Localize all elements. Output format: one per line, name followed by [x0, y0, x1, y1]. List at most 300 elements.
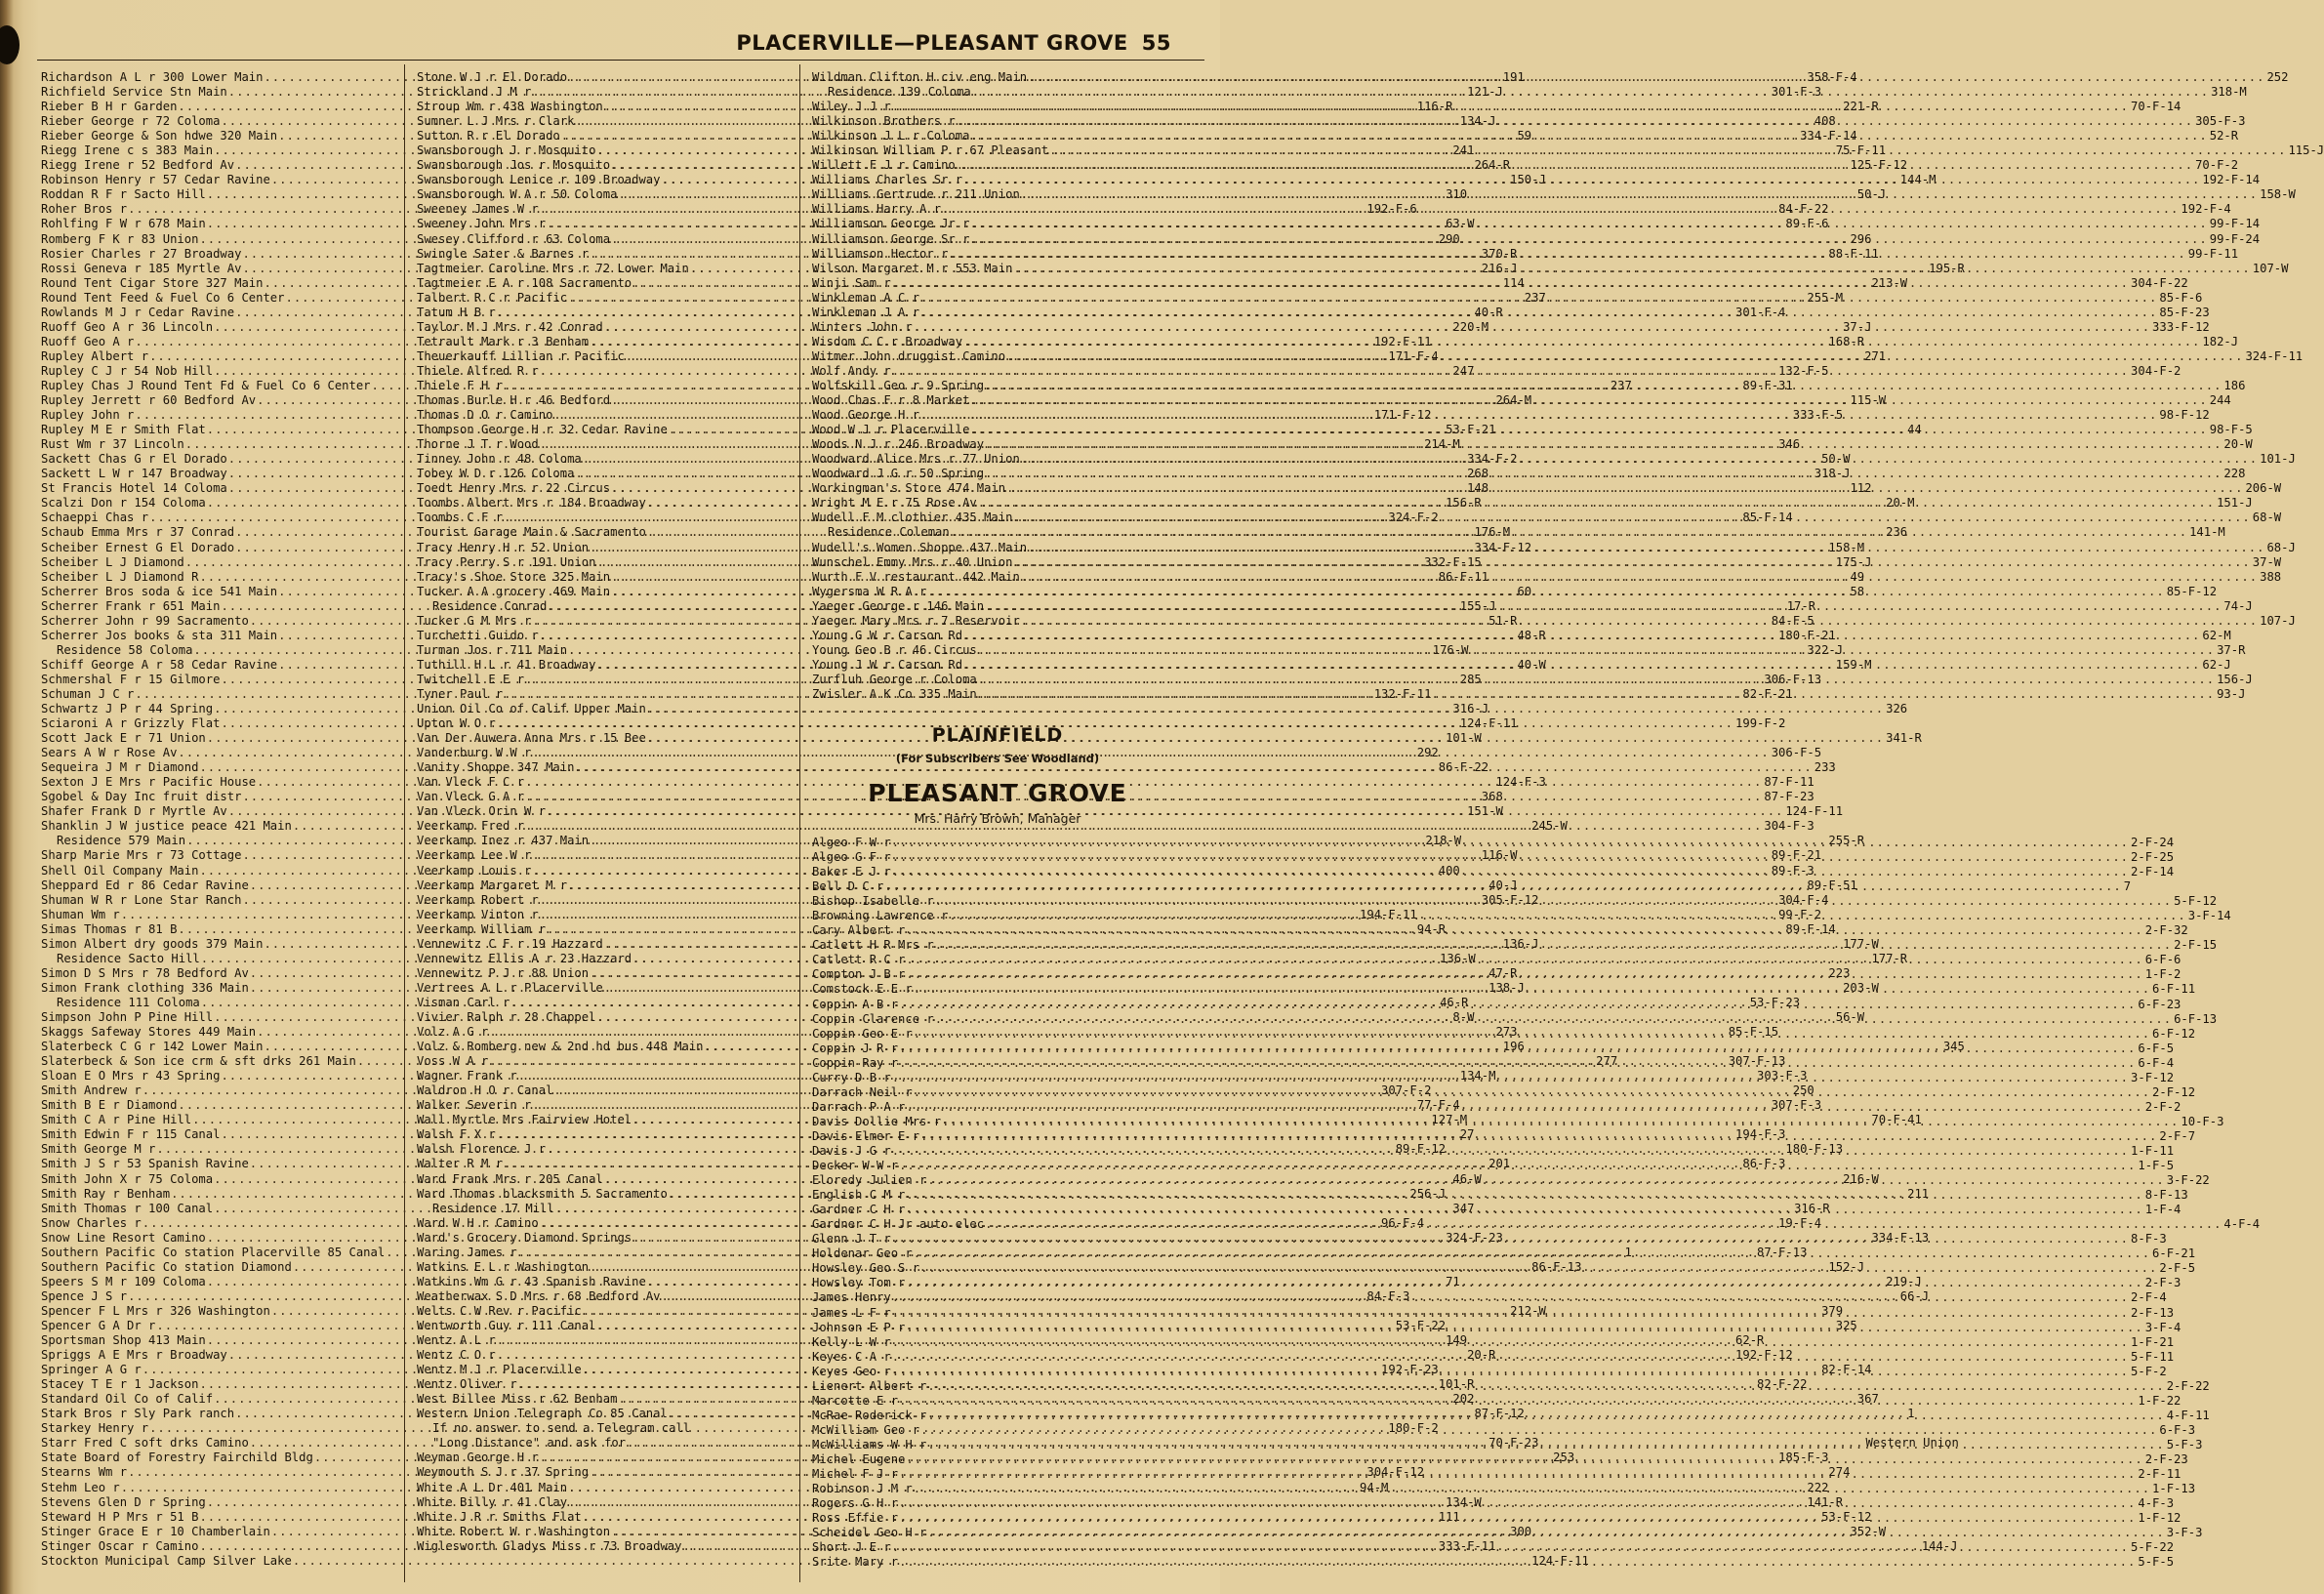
listing-phone-number: 5-F-5 [2138, 1555, 2175, 1570]
listing-phone-number: 134-M [1459, 1069, 1496, 1083]
listing-name: Thomas Burle H r 46 Bedford [417, 393, 611, 408]
listing-name: Simpson John P Pine Hill [41, 1010, 214, 1024]
listing-name: Stacey T E r 1 Jackson [41, 1377, 199, 1392]
listing-name: Spence J S r [41, 1288, 128, 1303]
leader-dots [899, 1496, 2136, 1511]
listing-phone-number: 236 [1886, 525, 1908, 540]
listing-phone-number: 341-R [1886, 731, 1922, 746]
listing-phone-number: 124-F-11 [1459, 716, 1518, 731]
listing-phone-number: 99-F-2 [1778, 907, 1822, 921]
listing-phone-number: 144-M [1899, 173, 1937, 187]
listing-name: Ward Thomas blacksmith 5 Sacramento [417, 1186, 668, 1201]
listing-phone-number: 2-F-7 [2159, 1128, 2196, 1143]
listing-phone-number: 1-F-12 [2138, 1511, 2181, 1526]
listing-phone-number: 1-F-21 [2131, 1334, 2175, 1349]
listing-name: Winters John r [812, 319, 913, 334]
listing-phone-number: 141-M [2189, 525, 2225, 540]
listing-phone-number: 4-F-4 [2223, 1217, 2261, 1232]
listing-name: Gardner C H Jr auto elec [812, 1217, 985, 1232]
leader-dots [892, 1540, 2129, 1555]
listing-phone-number: 148 [1467, 481, 1489, 496]
listing-name: Johnson E P r [812, 1320, 906, 1334]
listing-phone-number: 50-J [1856, 187, 1887, 202]
listing-name: Swansborough W A r 50 Coloma [417, 187, 618, 202]
listing-name: Weatherwax S D Mrs r 68 Bedford Av [417, 1288, 661, 1303]
listing-name: Comstock E E r [812, 982, 913, 997]
listing-phone-number: 199-F-2 [1735, 716, 1786, 731]
listing-name: Wygersma W R A r [812, 584, 927, 598]
listing-phone-number: 307-F-2 [1381, 1083, 1432, 1098]
listing-name: Vertrees A L r Placerville [417, 980, 603, 995]
listing-name: Rupley M E r Smith Flat [41, 423, 206, 437]
listing-name: Simas Thomas r 81 B [41, 921, 178, 936]
leader-dots [985, 1217, 2222, 1232]
page-number: 55 [1141, 31, 1171, 55]
listing-phone-number: 180-F-2 [1388, 1421, 1439, 1436]
listing-name: Davis Dollie Mrs r [812, 1114, 942, 1128]
listing-phone-number: 155-J [1459, 598, 1496, 613]
listing-name: Ward's Grocery Diamond Springs [417, 1230, 632, 1245]
leader-dots [906, 1276, 2142, 1290]
listing-phone-number: 255-R [1828, 834, 1865, 848]
leader-dots [978, 687, 2215, 702]
listing-name: Catlett R C r [812, 953, 906, 967]
listing-phone-number: 68-J [2266, 540, 2296, 554]
listing-phone-number: 150-J [1510, 173, 1546, 187]
listing-name: Sloan E O Mrs r 43 Spring [41, 1069, 221, 1083]
listing-name: Tagtmeier Caroline Mrs r 72 Lower Main [417, 261, 689, 275]
listing-phone-number: 318-M [2211, 85, 2247, 100]
listing-phone-number: 214-M [1424, 437, 1460, 452]
listing-name: Tinney John r 48 Coloma [417, 452, 582, 467]
listing-name: Zwisler A K Co 335 Main [812, 686, 977, 701]
listing-phone-number: 1 [1624, 1245, 1632, 1259]
listing-name: Keyes C A r [812, 1349, 891, 1364]
listing-name: Wiglesworth Gladys Miss r 73 Broadway [417, 1538, 682, 1553]
listing-phone-number: 124-F-11 [1531, 1553, 1589, 1568]
listing-phone-number: 1-F-5 [2138, 1159, 2175, 1173]
listing-phone-number: 87-F-11 [1764, 775, 1814, 790]
listing-phone-number: 168-R [1828, 334, 1865, 348]
listing-name: Rupley Chas J Round Tent Fd & Fuel Co 6 Center [41, 378, 371, 392]
listing-phone-number: 68-W [2252, 511, 2282, 525]
leader-dots [899, 1042, 2136, 1056]
listing-phone-number: 367 [1856, 1392, 1879, 1407]
leader-dots [892, 850, 2129, 865]
leader-dots [906, 1452, 2142, 1467]
listing-phone-number: 408 [1814, 114, 1836, 129]
listing-name: Van Vleck F C r [417, 775, 525, 790]
listing-name: Walter R M r [417, 1157, 504, 1171]
leader-dots [978, 643, 2215, 658]
listing-phone-number: 2-F-32 [2144, 923, 2188, 938]
listing-phone-number: 388 [2260, 569, 2282, 584]
listing-phone-number: 333-F-5 [1792, 408, 1844, 423]
listing-phone-number: 51-R [1488, 613, 1518, 628]
leader-dots [927, 1438, 2164, 1452]
listing-name: Swingle Sater & Barnes r [417, 246, 590, 261]
leader-dots [884, 879, 2121, 894]
listing-phone-number: 86-F-22 [1438, 760, 1489, 775]
listing-phone-number: 114 [1502, 275, 1525, 290]
listing-name: Eloredy Julien r [812, 1173, 927, 1188]
listing-phone-number: 333-F-12 [2152, 319, 2210, 334]
listing-phone-number: 46-R [1440, 995, 1469, 1009]
leader-dots [906, 1318, 2142, 1335]
listing-phone-number: 271 [1864, 348, 1887, 363]
listing-phone-number: 124-F-3 [1495, 775, 1546, 790]
listing-name: Walsh Florence J r [417, 1142, 547, 1157]
listing-name: Stinger Grace E r 10 Chamberlain [41, 1524, 270, 1538]
leader-dots [972, 85, 2209, 100]
listing-phone-number: 94-R [1416, 921, 1447, 936]
listing-name: Veerkamp Lee W r [417, 848, 532, 863]
listing-name: Woods N J r 246 Broadway [812, 437, 985, 452]
leader-dots [892, 1071, 2129, 1085]
listing-name: Residence 58 Coloma [57, 642, 193, 657]
listing-phone-number: 3-F-12 [2131, 1070, 2175, 1084]
listing-name: Richardson A L r 300 Lower Main [41, 70, 264, 84]
listing-name: Southern Pacific Co station Diamond [41, 1259, 292, 1274]
listing-phone-number: 40-W [1517, 657, 1546, 672]
listing-phone-number: 44 [1907, 423, 1922, 437]
listing-name: Watkins E L r Washington [417, 1259, 590, 1274]
listing-name: Schaub Emma Mrs r 37 Conrad [41, 525, 235, 540]
listing-phone-number: 99-F-11 [2187, 246, 2239, 261]
listing-phone-number: 4-F-3 [2138, 1496, 2175, 1511]
listing-phone-number: 304-F-22 [2131, 275, 2188, 290]
listing-phone-number: 2-F-4 [2131, 1290, 2167, 1305]
listing-phone-number: 192-F-14 [2202, 173, 2261, 187]
listing-name: Smith George M r [41, 1142, 156, 1157]
listing-name: Smith B E r Diamond [41, 1098, 178, 1113]
listing-phone-number: 1-F-4 [2144, 1203, 2181, 1217]
listing-phone-number: 6-F-6 [2144, 953, 2181, 967]
listing-name: Veerkamp Louis r [417, 863, 532, 878]
listing-name: White Robert W r Washington [417, 1524, 611, 1538]
leader-dots [892, 1303, 2129, 1321]
listing-phone-number: 222 [1807, 1480, 1829, 1494]
listing-name: Glenn J T r [812, 1232, 891, 1247]
listing-phone-number: 334-F-14 [1800, 129, 1857, 143]
listing-phone-number: 124-F-11 [1785, 804, 1844, 819]
listing-name: Ruoff Geo A r [41, 334, 135, 348]
listing-phone-number: 300 [1510, 1524, 1532, 1538]
pleasant-grove-heading: PLEASANT GROVE [868, 779, 1127, 808]
listing-phone-number: 88-F-11 [1828, 246, 1879, 261]
listing-phone-number: 2-F-2 [2144, 1099, 2181, 1114]
listing-phone-number: 268 [1467, 467, 1489, 481]
listing-phone-number: 304-F-2 [2131, 363, 2181, 378]
listing-name: Van Der Auwera Anna Mrs r 15 Bee [417, 731, 646, 746]
listing-name: Algeo F W r [812, 836, 891, 850]
listing-name: Workingman's Store 474 Main [812, 481, 1006, 496]
listing-phone-number: 171-F-4 [1388, 348, 1439, 363]
listing-phone-number: 141-R [1807, 1494, 1844, 1509]
listing-name: Stehm Leo r [41, 1480, 120, 1494]
listing-name: Stark Bros r Sly Park ranch [41, 1407, 235, 1421]
listing-phone-number: 292 [1416, 746, 1439, 760]
listing-name: Coppin Geo E r [812, 1026, 913, 1041]
listing-phone-number: 70-F-2 [2195, 158, 2239, 173]
listing-name: McRae Roderick r [812, 1408, 927, 1422]
listing-name: Wentz Oliver r [417, 1377, 517, 1392]
listing-name: Tracy's Shoe Store 325 Main [417, 569, 611, 584]
listing-phone-number: 304-F-12 [1366, 1465, 1425, 1480]
leader-dots [985, 379, 2222, 393]
listing-name: Tucker A A grocery 469 Main [417, 584, 611, 598]
listing-name: Howsley Tom r [812, 1276, 906, 1290]
leader-dots [920, 408, 2157, 423]
listing-name: Woodward J G r 50 Spring [812, 467, 985, 481]
leader-dots [892, 1350, 2129, 1365]
listing-name: Tourist Garage Main & Sacramento [417, 525, 646, 540]
listing-phone-number: 6-F-5 [2138, 1041, 2175, 1055]
listing-phone-number: 3-F-22 [2166, 1173, 2210, 1188]
leader-dots [906, 1188, 2142, 1203]
listing-name: Scherrer Bros soda & ice 541 Main [41, 584, 278, 598]
listing-name: Residence Coleman [828, 525, 950, 540]
listing-phone-number: 132-F-5 [1778, 363, 1829, 378]
listing-phone-number: 2-F-13 [2131, 1305, 2175, 1320]
listing-name: Young G W r Carson Rd [812, 628, 963, 642]
listing-phone-number: 216-W [1843, 1171, 1879, 1186]
listing-name: Starr Fred C soft drks Camino [41, 1436, 249, 1451]
leader-dots [914, 320, 2150, 335]
listing-phone-number: 241 [1452, 143, 1475, 158]
listing-phone-number: 158-W [2260, 187, 2296, 202]
listing-phone-number: 53-F-22 [1395, 1318, 1447, 1332]
listing-phone-number: 3-F-3 [2166, 1526, 2203, 1540]
listing-phone-number: 318-J [1814, 467, 1851, 481]
listing-phone-number: 237 [1524, 290, 1546, 305]
listing-phone-number: 304-F-4 [1778, 892, 1829, 907]
listing-name: Stearns Wm r [41, 1465, 128, 1480]
listing-phone-number: 53-F-12 [1821, 1509, 1872, 1524]
listing-phone-number: 176-M [1474, 525, 1511, 540]
listing-phone-number: 2-F-24 [2131, 836, 2175, 850]
listing-phone-number: 5-F-22 [2131, 1540, 2175, 1555]
listing-name: Wall Myrtle Mrs Fairview Hotel [417, 1113, 632, 1127]
listing-phone-number: 7 [2123, 879, 2132, 894]
leader-dots [970, 423, 2207, 437]
listing-phone-number: 379 [1821, 1303, 1844, 1318]
listing-name: Theuerkauff Lillian r Pacific [417, 348, 625, 363]
listing-name: Volz A G r [417, 1025, 489, 1040]
listing-name: Spencer F L Mrs r 326 Washington [41, 1303, 270, 1318]
listing-phone-number: 194-F-11 [1360, 907, 1417, 921]
leader-dots [899, 1467, 2136, 1482]
listing-name: Darrach P A r [812, 1099, 906, 1114]
listing-name: Winji Sam r [812, 275, 891, 290]
leader-dots [920, 291, 2157, 306]
listing-phone-number: 192-F-11 [1373, 334, 1432, 348]
listing-name: Stockton Municipal Camp Silver Lake [41, 1553, 292, 1568]
listing-phone-number: 99-F-14 [2209, 217, 2261, 231]
listing-name: Stevens Glen D r Spring [41, 1494, 206, 1509]
listing-phone-number: 89-F-51 [1807, 878, 1857, 892]
listing-name: "Long Distance" and ask for [432, 1436, 627, 1451]
listing-name: Schuman J C r [41, 686, 135, 701]
listing-phone-number: 180-F-21 [1778, 628, 1836, 642]
listing-phone-number: 1-F-2 [2144, 967, 2181, 982]
listing-name: If no answer to send a Telegram call [432, 1421, 691, 1436]
listing-name: Sciaroni A r Grizzly Flat [41, 716, 221, 731]
listing-phone-number: 151-W [1467, 804, 1503, 819]
listing-phone-number: 6-F-12 [2152, 1026, 2196, 1041]
listing-phone-number: 115-J [2288, 143, 2324, 158]
listing-phone-number: 180-F-13 [1785, 1142, 1844, 1157]
leader-dots [949, 909, 2185, 923]
listing-name: Darrach Neil r [812, 1084, 913, 1099]
listing-phone-number: 303-F-3 [1757, 1069, 1808, 1083]
listing-name: Waldron H O r Canal [417, 1083, 553, 1098]
listing-name: Smith J S r 53 Spanish Ravine [41, 1157, 249, 1171]
listing-phone-number: 186 [2223, 378, 2246, 392]
leader-dots [942, 202, 2179, 217]
listing-name: Vanity Shoppe 347 Main [417, 760, 575, 775]
leader-dots [1049, 143, 2286, 158]
listing-name: Coppin A B r [812, 997, 899, 1011]
listing-name: Winkleman A C r [812, 290, 920, 305]
leader-dots [920, 1423, 2157, 1438]
listing-phone-number: 63-W [1446, 217, 1475, 231]
listing-phone-number: 2-F-12 [2152, 1084, 2196, 1099]
listing-name: St Francis Hotel 14 Coloma [41, 481, 227, 496]
listing-name: Sgobel & Day Inc fruit distr [41, 790, 242, 804]
listing-name: Rieber B H r Garden [41, 100, 178, 114]
binding-hole [0, 25, 20, 64]
listing-name: Robinson J M r [812, 1482, 913, 1496]
listing-name: Shanklin J W justice peace 421 Main [41, 819, 292, 834]
listing-phone-number: 223 [1828, 965, 1851, 980]
listing-name: Swansborough Jos r Mosquito [417, 158, 611, 173]
listing-name: Davis J G r [812, 1144, 891, 1158]
listing-phone-number: 85-F-23 [2159, 305, 2210, 319]
listing-phone-number: 218-W [1425, 834, 1462, 848]
listing-phone-number: 27 [1459, 1127, 1475, 1142]
listing-name: Robinson Henry r 57 Cedar Ravine [41, 173, 270, 187]
listing-phone-number: 5-F-3 [2166, 1437, 2203, 1451]
listing-phone-number: 332-F-15 [1424, 554, 1482, 569]
leader-dots [1028, 70, 2264, 85]
leader-dots [970, 232, 2207, 247]
listing-phone-number: 158-M [1828, 540, 1865, 554]
listing-name: Scherrer Jos books & sta 311 Main [41, 628, 278, 642]
leader-dots [892, 836, 2129, 850]
leader-dots [892, 364, 2129, 379]
listing-name: Residence 139 Coloma [828, 85, 971, 100]
listing-name: Swesey Clifford r 63 Coloma [417, 231, 611, 246]
leader-dots [1006, 481, 2243, 496]
listing-phone-number: 4-F-11 [2166, 1408, 2210, 1422]
leader-dots [914, 1027, 2150, 1042]
listing-phone-number: 296 [1850, 231, 1872, 246]
listing-phone-number: 264-M [1495, 393, 1532, 408]
listing-name: Veerkamp Fred r [417, 819, 525, 834]
listing-name: White Billy r 41 Clay [417, 1494, 568, 1509]
leader-dots [935, 894, 2172, 909]
listing-phone-number: 127-M [1431, 1113, 1468, 1127]
listing-name: Slaterbeck & Son ice crm & sft drks 261 Main [41, 1054, 356, 1069]
listing-phone-number: 82-F-22 [1757, 1377, 1808, 1392]
listing-phone-number: 111 [1438, 1509, 1460, 1524]
listing-phone-number: 237 [1610, 378, 1632, 392]
listing-phone-number: 112 [1850, 481, 1872, 496]
listing-phone-number: 125-F-12 [1850, 158, 1908, 173]
listing-name: Gardner C H r [812, 1203, 906, 1217]
listing-name: Vennewitz P J r 88 Union [417, 965, 590, 980]
leader-dots [927, 1173, 2164, 1188]
listing-name: Sexton J E Mrs r Pacific House [41, 775, 257, 790]
listing-name: Lienert Albert r [812, 1378, 927, 1393]
listing-name: Smith Ray r Benham [41, 1186, 171, 1201]
listing-name: Ward Frank Mrs r 205 Canal [417, 1171, 603, 1186]
listing-phone-number: 233 [1814, 760, 1836, 775]
listing-name: Tucker G M Mrs r [417, 613, 532, 628]
listing-name: Residence 579 Main [57, 834, 186, 848]
listing-name: Vanderburg W W r [417, 746, 532, 760]
listing-phone-number: 211 [1907, 1186, 1930, 1201]
listing-name: Rosier Charles r 27 Broadway [41, 246, 242, 261]
listing-phone-number: 301-F-4 [1735, 305, 1786, 319]
leader-dots [914, 1085, 2150, 1100]
leader-dots [892, 1232, 2129, 1247]
listing-name: Witmer John druggist Camino [812, 348, 1006, 363]
listing-name: Vennewitz C F r 19 Hazzard [417, 936, 603, 951]
listing-phone-number: 256-J [1409, 1186, 1447, 1201]
listing-name: Cary Albert r [812, 923, 906, 938]
listing-name: Schiff George A r 58 Cedar Ravine [41, 657, 278, 672]
listing-phone-number: 49 [1850, 569, 1865, 584]
listing-name: Veerkamp Robert r [417, 892, 539, 907]
listing-name: Residence Conrad [432, 598, 548, 613]
listing-name: Residence 111 Coloma [57, 995, 200, 1009]
listing-phone-number: 62-J [2202, 657, 2231, 672]
listing-name: Weyman George H r [417, 1451, 539, 1465]
listing-name: Sheppard Ed r 86 Cedar Ravine [41, 878, 249, 892]
listing-name: Rieber George r 72 Coloma [41, 114, 221, 129]
leader-dots [906, 923, 2142, 938]
listing-name: Romberg F K r 83 Union [41, 231, 199, 246]
listing-name: Stinger Oscar r Camino [41, 1538, 199, 1553]
leader-dots [957, 114, 2193, 129]
listing-phone-number: 59 [1517, 129, 1532, 143]
leader-dots [575, 760, 1812, 775]
listing-phone-number: 85-F-14 [1742, 511, 1793, 525]
listing-name: Wudell's Women Shoppe 437 Main [812, 540, 1028, 554]
listing-name: Vennewitz Ellis A r 23 Hazzard [417, 951, 632, 965]
leader-dots [1021, 187, 2258, 202]
listing-phone-number: 70-F-23 [1488, 1436, 1539, 1451]
listing-phone-number: 89-F-21 [1771, 848, 1822, 863]
listing-phone-number: 192-F-12 [1735, 1348, 1793, 1363]
listing-name: Swansborough J r Mosquito [417, 143, 596, 158]
listing-phone-number: 134-J [1459, 114, 1496, 129]
listing-name: Rupley Albert r [41, 348, 149, 363]
listing-phone-number: 37-W [2252, 554, 2282, 569]
listing-phone-number: 316-R [1794, 1201, 1830, 1215]
listing-name: Wood W J r Placerville [812, 423, 970, 437]
listing-phone-number: 87-F-23 [1764, 790, 1814, 804]
leader-dots [920, 1261, 2157, 1276]
listing-name: Scheiber Ernest G El Dorado [41, 540, 235, 554]
listing-name: Yaeger Mary Mrs r 7 Reservoir [812, 613, 1020, 628]
listing-phone-number: 85-F-15 [1728, 1025, 1779, 1040]
listing-phone-number: 1-F-13 [2152, 1482, 2196, 1496]
listing-phone-number: 89-F-14 [1785, 921, 1836, 936]
listing-name: Wentworth Guy r 111 Canal [417, 1318, 596, 1332]
